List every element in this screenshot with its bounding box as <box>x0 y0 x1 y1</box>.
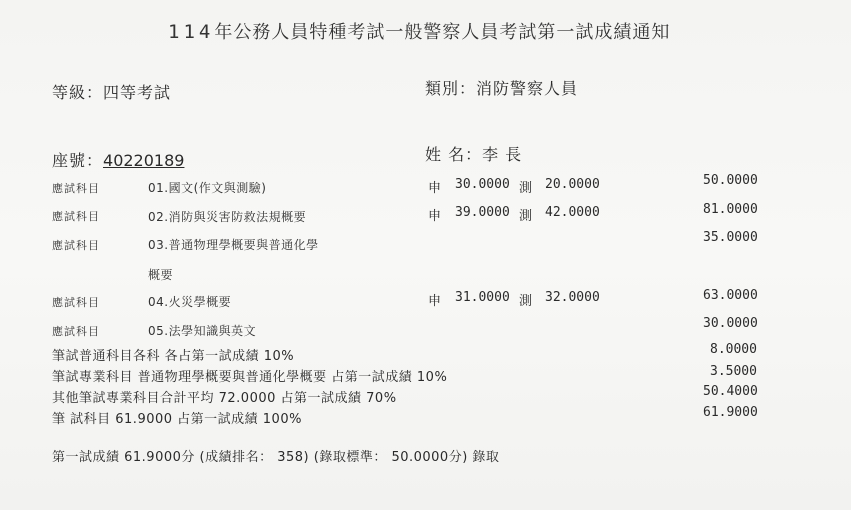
subject-name: 03.普通物理學概要與普通化學 <box>148 238 319 252</box>
test-mark: 測 <box>519 294 533 309</box>
essay-mark: 申 <box>428 294 442 309</box>
candidate-name: 姓 名：李 長 <box>425 145 523 164</box>
subject-name: 01.國文(作文與測驗) <box>148 181 267 195</box>
first-test-result: 第一試成績 61.9000分 (成績排名： 358) (錄取標準： 50.0000分) 錄取 <box>52 450 500 465</box>
summary-line: 筆試專業科目 普通物理學概要與普通化學概要 占第一試成績 10% <box>52 370 448 385</box>
summary-line: 筆 試科目 61.9000 占第一試成績 100% <box>52 412 302 427</box>
subject-total: 50.0000 <box>703 173 758 188</box>
essay-score: 31.0000 <box>455 290 510 305</box>
test-mark: 測 <box>519 181 533 196</box>
summary-value: 3.5000 <box>710 364 757 379</box>
subject-label: 應試科目 <box>52 325 100 338</box>
summary-value: 50.4000 <box>703 384 758 399</box>
summary-value: 61.9000 <box>703 405 758 420</box>
subject-total: 35.0000 <box>703 230 758 245</box>
subject-total: 81.0000 <box>703 202 758 217</box>
test-score: 32.0000 <box>545 290 600 305</box>
essay-score: 30.0000 <box>455 177 510 192</box>
subject-name: 02.消防與災害防救法規概要 <box>148 210 307 224</box>
test-score: 20.0000 <box>545 177 600 192</box>
summary-value: 8.0000 <box>710 342 757 357</box>
subject-total: 30.0000 <box>703 316 758 331</box>
title-text: 年公務人員特種考試一般警察人員考試第一試成績通知 <box>214 22 671 43</box>
exam-category: 類別：消防警察人員 <box>425 79 579 98</box>
essay-mark: 申 <box>428 181 442 196</box>
subject-label: 應試科目 <box>52 239 100 252</box>
subject-label: 應試科目 <box>52 182 100 195</box>
document-title <box>168 18 670 44</box>
seat-number-field <box>52 148 184 171</box>
subject-name: 05.法學知識與英文 <box>148 324 257 338</box>
subject-total: 63.0000 <box>703 288 758 303</box>
subject-label: 應試科目 <box>52 296 100 309</box>
seat-number: 40220189 <box>103 151 185 170</box>
test-score: 42.0000 <box>545 205 600 220</box>
exam-grade: 等級：四等考試 <box>52 83 172 102</box>
test-mark: 測 <box>519 209 533 224</box>
title-year: 114 <box>168 21 215 43</box>
seat-label: 座號： <box>52 151 104 170</box>
subject-name: 04.火災學概要 <box>148 295 232 309</box>
essay-score: 39.0000 <box>455 205 510 220</box>
essay-mark: 申 <box>428 209 442 224</box>
summary-line: 筆試普通科目各科 各占第一試成績 10% <box>52 349 295 364</box>
subject-label: 應試科目 <box>52 210 100 223</box>
summary-line: 其他筆試專業科目合計平均 72.0000 占第一試成績 70% <box>52 391 397 406</box>
subject-name-continued: 概要 <box>148 268 174 282</box>
